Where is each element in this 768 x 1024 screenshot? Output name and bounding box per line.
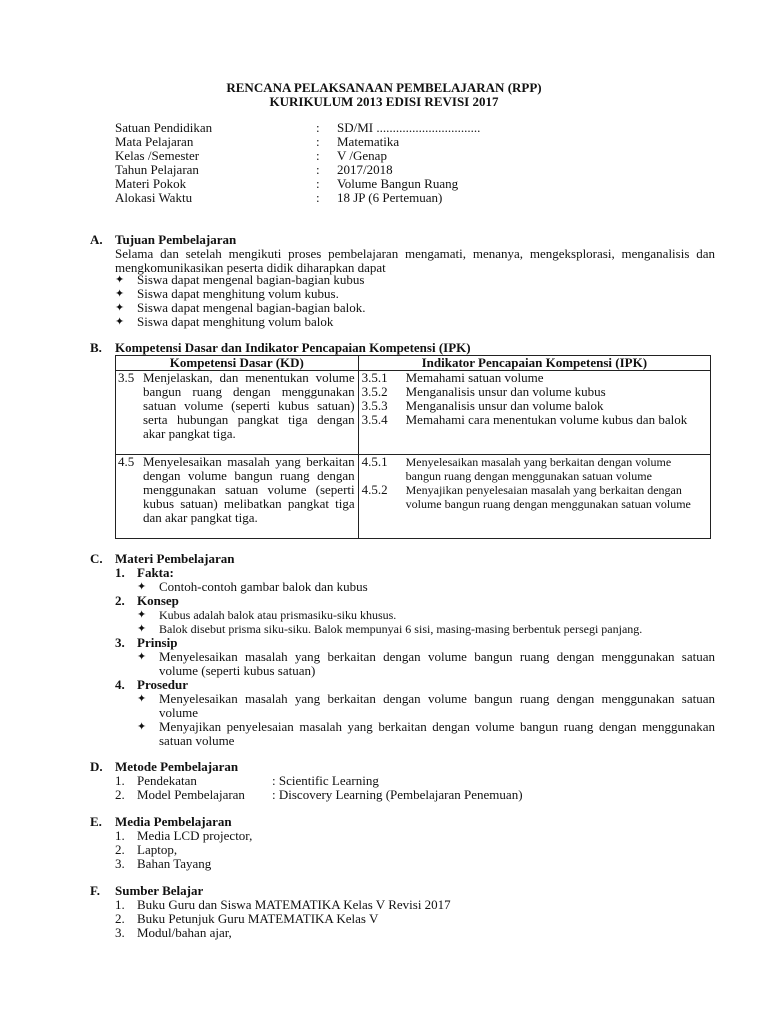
kd-number: 4.5: [118, 454, 135, 469]
table-cell-ipk: [358, 455, 710, 539]
document-subtitle: KURIKULUM 2013 EDISI REVISI 2017: [269, 94, 499, 109]
section-letter: F.: [90, 883, 100, 898]
list-number: 2.: [115, 842, 125, 857]
identity-colon: :: [316, 190, 320, 205]
ipk-code: 3.5.1: [361, 370, 388, 385]
list-item-text: Menyelesaikan masalah yang berkaitan dengan volume bangun ruang dengan menggunakan satuan volume (seperti kubus satuan): [159, 649, 715, 678]
list-item-text: Contoh-contoh gambar balok dan kubus: [159, 579, 368, 594]
method-value: : Scientific Learning: [272, 773, 379, 788]
ipk-text: Menyajikan penyelesaian masalah yang berkaitan dengan volume bangun ruang dengan menggunakan satuan volume: [405, 483, 691, 511]
identity-value: V /Genap: [337, 148, 387, 163]
list-number: 1.: [115, 897, 125, 912]
identity-value: SD/MI ................................: [337, 120, 481, 135]
table-row: [116, 371, 711, 455]
ipk-item: [362, 455, 707, 483]
list-item-text: Menyajikan penyelesaian masalah yang berkaitan dengan volume bangun ruang dengan menggunakan satuan volume: [159, 719, 715, 748]
identity-value: 2017/2018: [337, 162, 393, 177]
identity-label: Mata Pelajaran: [115, 134, 194, 149]
identity-colon: :: [316, 120, 320, 135]
section-title: Metode Pembelajaran: [115, 759, 239, 774]
ipk-code: 4.5.2: [361, 482, 388, 497]
section-title: Sumber Belajar: [115, 883, 204, 898]
list-number: 3.: [115, 925, 125, 940]
bullet-icon: ✦: [137, 623, 147, 635]
kd-number: 3.5: [118, 370, 135, 385]
ipk-text: Memahami cara menentukan volume kubus dan balok: [405, 412, 688, 427]
ipk-code: 3.5.2: [361, 384, 388, 399]
ipk-item: [362, 371, 707, 385]
table-row: [116, 455, 711, 539]
list-item-text: Media LCD projector,: [137, 828, 253, 843]
list-number: 2.: [115, 911, 125, 926]
identity-colon: :: [316, 176, 320, 191]
section-title: Kompetensi Dasar dan Indikator Pencapaian Kompetensi (IPK): [115, 340, 471, 355]
section-paragraph: Selama dan setelah mengikuti proses pembelajaran mengamati, menanya, mengeksplorasi, menganalisis dan mengkomunikasikan peserta didik diharapkan dapat: [115, 246, 715, 275]
subsection-number: 4.: [115, 677, 125, 692]
method-label: Model Pembelajaran: [137, 787, 245, 802]
list-item-text: Siswa dapat menghitung volum balok: [137, 314, 334, 329]
document-title: RENCANA PELAKSANAAN PEMBELAJARAN (RPP): [226, 80, 542, 95]
identity-value: Matematika: [337, 134, 400, 149]
subsection-number: 3.: [115, 635, 125, 650]
section-letter: D.: [90, 759, 103, 774]
table-header-row: [116, 356, 711, 371]
bullet-icon: ✦: [137, 581, 147, 593]
section-title: Tujuan Pembelajaran: [115, 232, 237, 247]
list-item-text: Siswa dapat mengenal bagian-bagian kubus: [137, 272, 365, 287]
identity-label: Tahun Pelajaran: [115, 162, 199, 177]
list-number: 1.: [115, 828, 125, 843]
kd-text: Menjelaskan, dan menentukan volume bangun ruang dengan menggunakan satuan volume (seperti kubus satuan) serta hubungan pangkat tiga dengan akar pangkat tiga.: [143, 370, 355, 441]
bullet-icon: ✦: [115, 302, 125, 314]
identity-value: 18 JP (6 Pertemuan): [337, 190, 443, 205]
method-value: : Discovery Learning (Pembelajaran Penemuan): [272, 787, 523, 802]
section-letter: E.: [90, 814, 102, 829]
list-item-text: Kubus adalah balok atau prismasiku-siku khusus.: [159, 608, 397, 622]
identity-label: Materi Pokok: [115, 176, 187, 191]
table-header-cell: Indikator Pencapaian Kompetensi (IPK): [358, 356, 710, 371]
ipk-text: Menganalisis unsur dan volume kubus: [405, 384, 606, 399]
ipk-text: Menganalisis unsur dan volume balok: [405, 398, 604, 413]
identity-label: Satuan Pendidikan: [115, 120, 213, 135]
subsection-number: 1.: [115, 565, 125, 580]
list-item-text: Menyelesaikan masalah yang berkaitan dengan volume bangun ruang dengan menggunakan satuan volume: [159, 691, 715, 720]
identity-label: Alokasi Waktu: [115, 190, 193, 205]
bullet-icon: ✦: [137, 609, 147, 621]
table-header-cell: Kompetensi Dasar (KD): [116, 356, 359, 371]
section-letter: B.: [90, 340, 102, 355]
ipk-code: 3.5.4: [361, 412, 388, 427]
list-item-text: Modul/bahan ajar,: [137, 925, 232, 940]
identity-value: Volume Bangun Ruang: [337, 176, 459, 191]
section-letter: A.: [90, 232, 103, 247]
list-number: 2.: [115, 787, 125, 802]
list-item-text: Siswa dapat menghitung volum kubus.: [137, 286, 339, 301]
identity-colon: :: [316, 162, 320, 177]
bullet-icon: ✦: [115, 274, 125, 286]
method-label: Pendekatan: [137, 773, 197, 788]
table-cell-ipk: [358, 371, 710, 455]
ipk-code: 4.5.1: [361, 454, 388, 469]
ipk-text: Menyelesaikan masalah yang berkaitan dengan volume bangun ruang dengan menggunakan satuan volume: [405, 455, 672, 483]
table-cell-kd: [116, 371, 359, 455]
subsection-title: Konsep: [137, 593, 179, 608]
bullet-icon: ✦: [137, 721, 147, 733]
section-letter: C.: [90, 551, 103, 566]
competency-table: [115, 355, 711, 539]
identity-label: Kelas /Semester: [115, 148, 200, 163]
subsection-number: 2.: [115, 593, 125, 608]
list-item-text: Siswa dapat mengenal bagian-bagian balok.: [137, 300, 366, 315]
ipk-item: [362, 483, 707, 511]
list-item-text: Buku Petunjuk Guru MATEMATIKA Kelas V: [137, 911, 379, 926]
subsection-title: Prosedur: [137, 677, 189, 692]
list-item-text: Balok disebut prisma siku-siku. Balok mempunyai 6 sisi, masing-masing berbentuk persegi panjang.: [159, 622, 643, 636]
ipk-text: Memahami satuan volume: [405, 370, 544, 385]
section-title: Media Pembelajaran: [115, 814, 232, 829]
list-number: 1.: [115, 773, 125, 788]
bullet-icon: ✦: [137, 693, 147, 705]
ipk-item: [362, 385, 707, 399]
list-item-text: Bahan Tayang: [137, 856, 212, 871]
subsection-title: Prinsip: [137, 635, 178, 650]
list-item-text: Laptop,: [137, 842, 178, 857]
ipk-item: [362, 413, 707, 427]
table-cell-kd: [116, 455, 359, 539]
subsection-title: Fakta:: [137, 565, 174, 580]
bullet-icon: ✦: [115, 288, 125, 300]
list-number: 3.: [115, 856, 125, 871]
identity-colon: :: [316, 148, 320, 163]
section-title: Materi Pembelajaran: [115, 551, 235, 566]
bullet-icon: ✦: [137, 651, 147, 663]
list-item-text: Buku Guru dan Siswa MATEMATIKA Kelas V Revisi 2017: [137, 897, 451, 912]
ipk-item: [362, 399, 707, 413]
kd-text: Menyelesaikan masalah yang berkaitan dengan volume bangun ruang dengan menggunakan satuan volume (seperti kubus satuan) melibatkan pangkat tiga dan akar pangkat tiga.: [143, 454, 355, 525]
bullet-icon: ✦: [115, 316, 125, 328]
identity-colon: :: [316, 134, 320, 149]
ipk-code: 3.5.3: [361, 398, 388, 413]
